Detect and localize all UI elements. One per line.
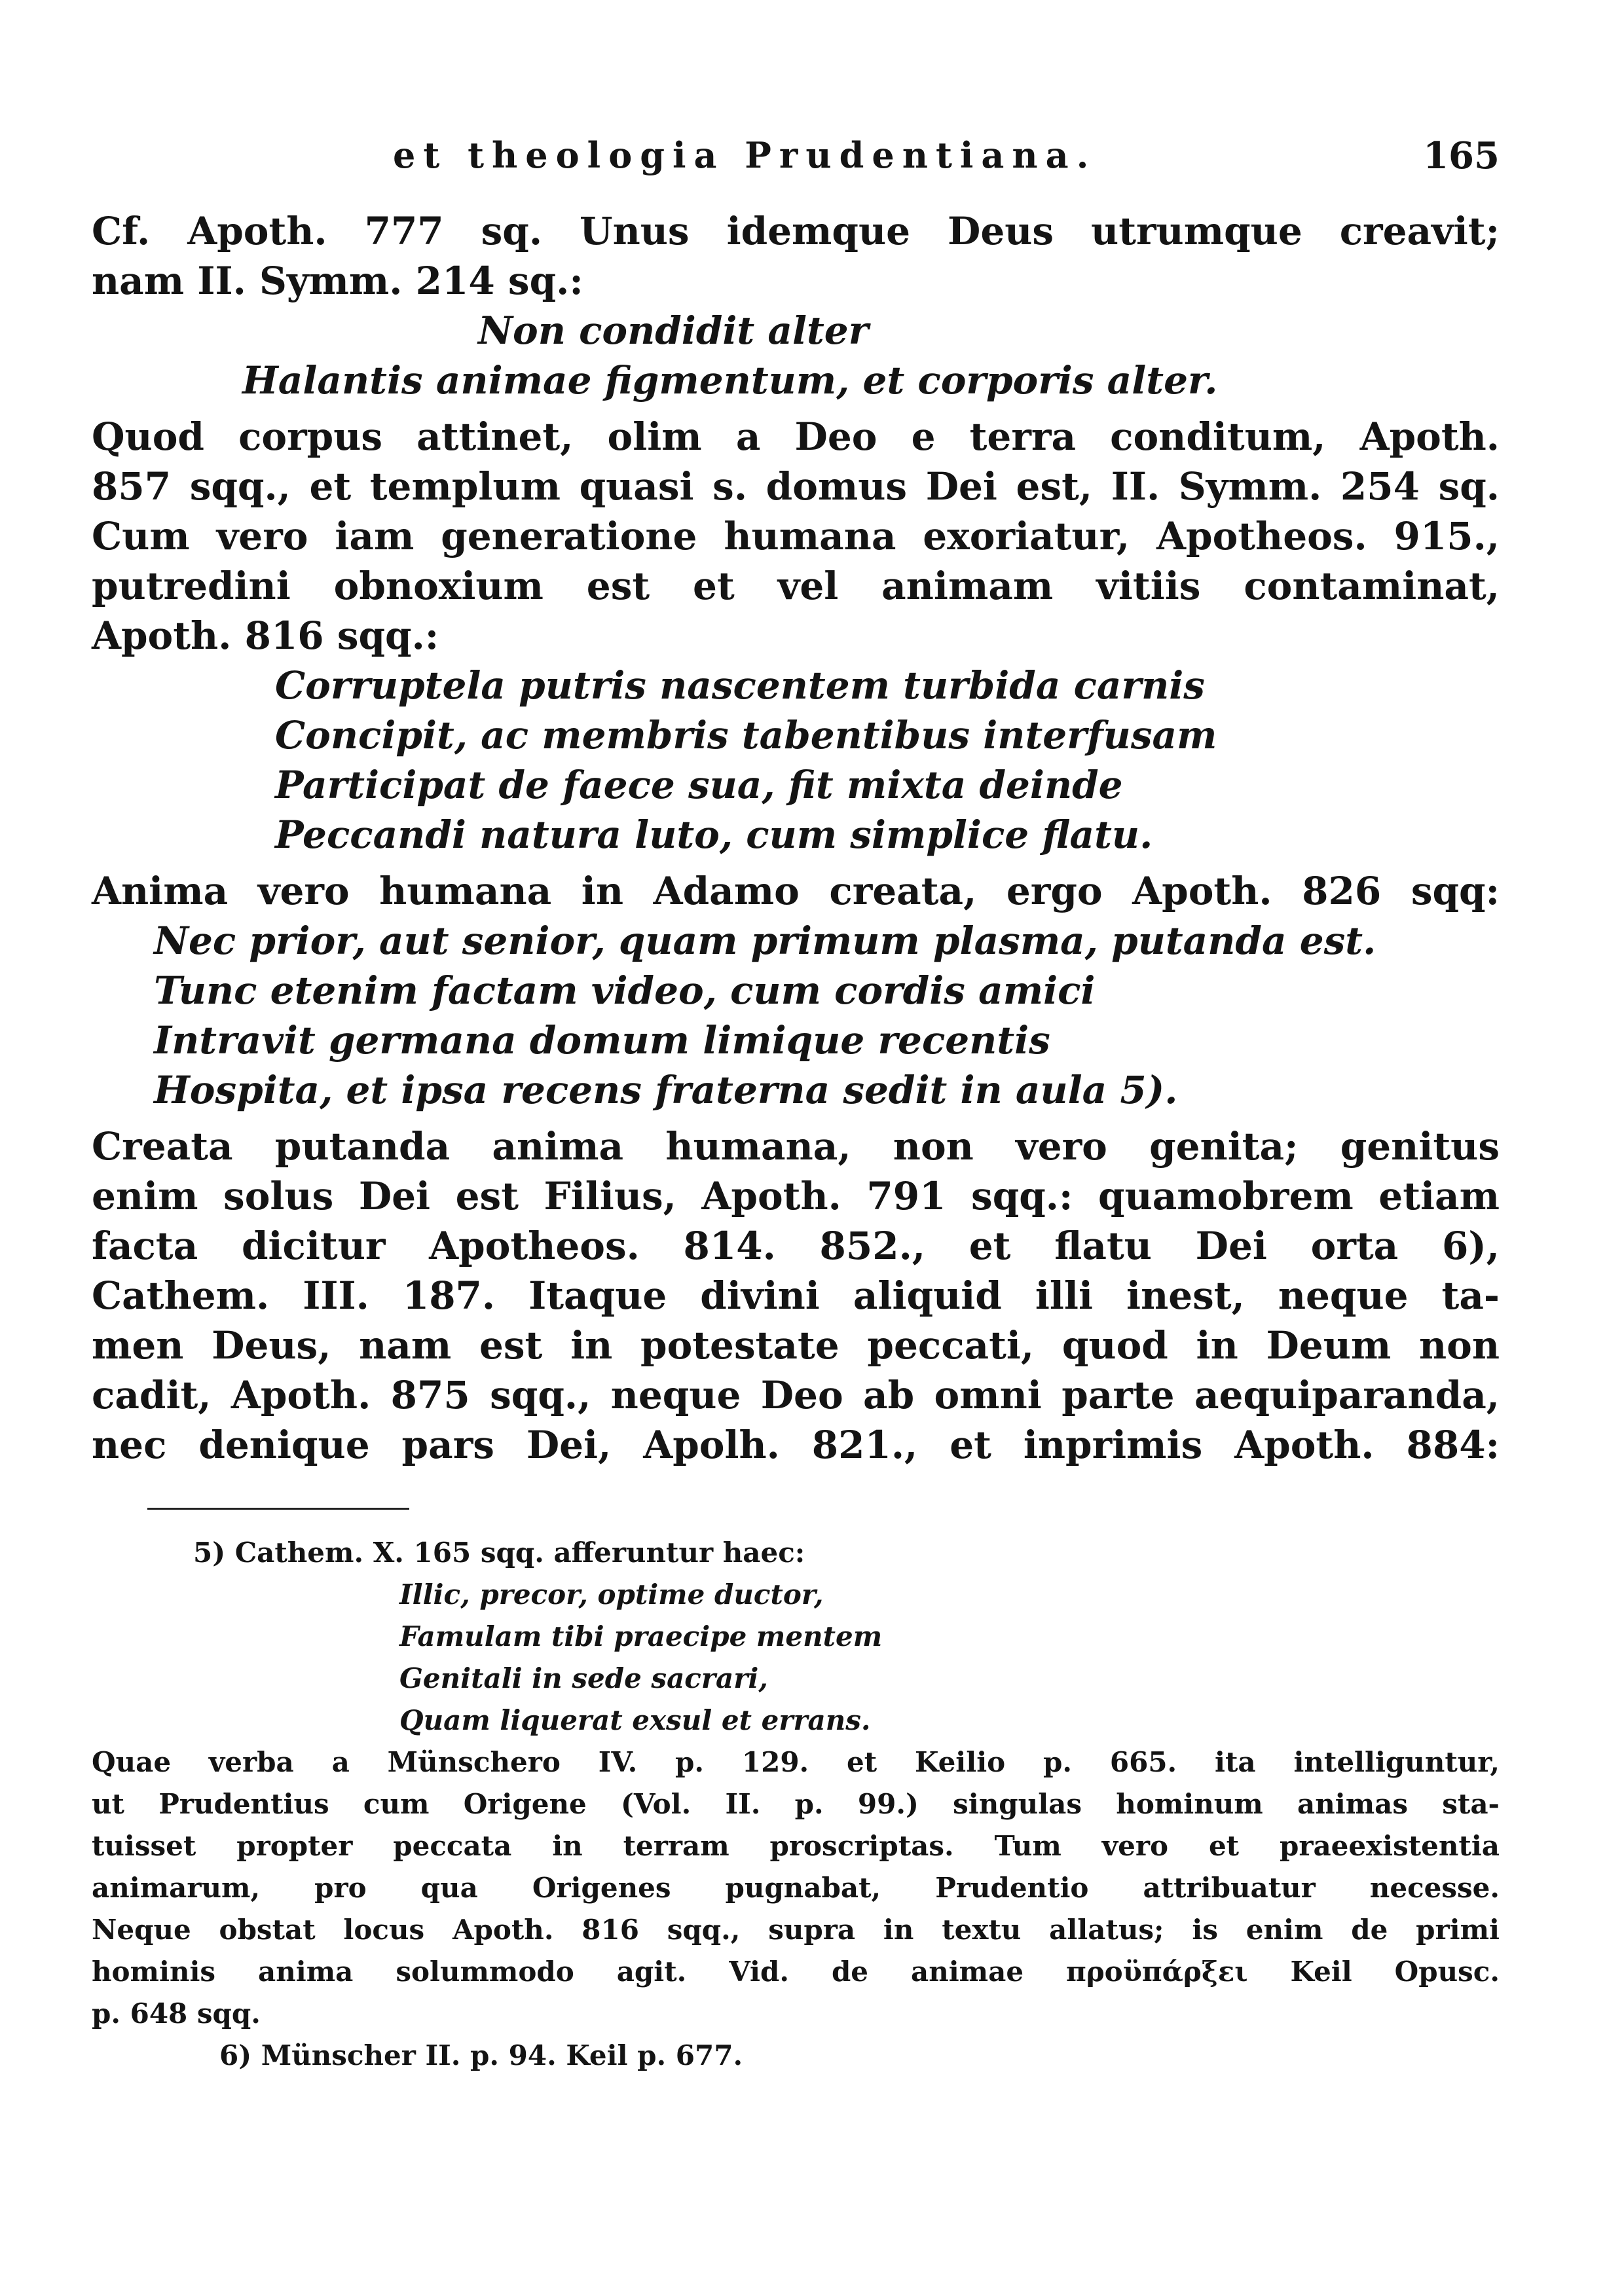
footnote-verse: Genitali in sede sacrari,: [399, 1662, 768, 1694]
verse-line: Corruptela putris nascentem turbida carnis: [275, 663, 1205, 708]
text-line: 857 sqq., et templum quasi s. domus Dei est, II. Symm. 254 sq.: [92, 464, 1500, 509]
footnote-line: ut Prudentius cum Origene (Vol. II. p. 99.) singulas hominum animas sta-: [92, 1788, 1500, 1820]
text-line: putredini obnoxium est et vel animam vitiis contaminat,: [92, 564, 1500, 608]
text-line: Apoth. 816 sqq.:: [92, 613, 439, 658]
verse-line: Halantis animae figmentum, et corporis alter.: [242, 358, 1218, 403]
text-line: facta dicitur Apotheos. 814. 852., et flatu Dei orta 6),: [92, 1224, 1500, 1268]
verse-line: Non condidit alter: [478, 308, 869, 353]
verse-line: Hospita, et ipsa recens fraterna sedit in aula 5).: [154, 1068, 1178, 1112]
main-text: [92, 206, 1500, 1470]
verse-line: Tunc etenim factam video, cum cordis amici: [154, 968, 1096, 1013]
verse-line: Peccandi natura luto, cum simplice flatu.: [275, 812, 1153, 857]
footnote-line: hominis anima solummodo agit. Vid. de animae προϋπάρξει Keil Opusc.: [92, 1956, 1500, 1988]
footnote-line: Quae verba a Münschero IV. p. 129. et Keilio p. 665. ita intelliguntur,: [92, 1746, 1500, 1778]
verse-line: Concipit, ac membris tabentibus interfusam: [275, 713, 1217, 757]
text-line: Cum vero iam generatione humana exoriatur, Apotheos. 915.,: [92, 514, 1500, 558]
footnote-line: Neque obstat locus Apoth. 816 sqq., supra in textu allatus; is enim de primi: [92, 1914, 1500, 1946]
book-page: [92, 0, 1500, 2296]
footnote-line: tuisset propter peccata in terram proscriptas. Tum vero et praeexistentia: [92, 1830, 1500, 1862]
text-line: Creata putanda anima humana, non vero genita; genitus: [92, 1124, 1500, 1169]
text-line: Quod corpus attinet, olim a Deo e terra conditum, Apoth.: [92, 414, 1500, 459]
page-header: [92, 134, 1500, 187]
footnote-divider: [147, 1508, 409, 1510]
footnote-verse: Illic, precor, optime ductor,: [399, 1578, 824, 1611]
text-line: cadit, Apoth. 875 sqq., neque Deo ab omni parte aequiparanda,: [92, 1373, 1500, 1417]
text-line: enim solus Dei est Filius, Apoth. 791 sqq.: quamobrem etiam: [92, 1174, 1500, 1218]
footnote-verse: Famulam tibi praecipe mentem: [399, 1620, 883, 1652]
running-title: et theologia Prudentiana.: [393, 134, 1097, 176]
text-line: Anima vero humana in Adamo creata, ergo Apoth. 826 sqq:: [92, 869, 1500, 913]
footnote-line: 5) Cathem. X. 165 sqq. afferuntur haec:: [193, 1537, 805, 1569]
text-line: Cf. Apoth. 777 sq. Unus idemque Deus utrumque creavit;: [92, 209, 1500, 253]
footnote-line: 6) Münscher II. p. 94. Keil p. 677.: [219, 2039, 743, 2071]
footnote-line: p. 648 sqq.: [92, 1997, 261, 2030]
page-number: 165: [1423, 134, 1500, 177]
footnote-line: animarum, pro qua Origenes pugnabat, Prudentio attribuatur necesse.: [92, 1872, 1500, 1904]
text-line: Cathem. III. 187. Itaque divini aliquid illi inest, neque ta-: [92, 1273, 1500, 1318]
text-line: nec denique pars Dei, Apolh. 821., et inprimis Apoth. 884:: [92, 1423, 1500, 1467]
text-line: nam II. Symm. 214 sq.:: [92, 259, 583, 303]
footnote-verse: Quam liquerat exsul et errans.: [399, 1704, 871, 1736]
verse-line: Participat de faece sua, fit mixta deinde: [275, 763, 1123, 807]
text-line: men Deus, nam est in potestate peccati, quod in Deum non: [92, 1323, 1500, 1368]
footnotes: [92, 1532, 1500, 2077]
verse-line: Nec prior, aut senior, quam primum plasma, putanda est.: [154, 919, 1376, 963]
verse-line: Intravit germana domum limique recentis: [154, 1018, 1050, 1063]
